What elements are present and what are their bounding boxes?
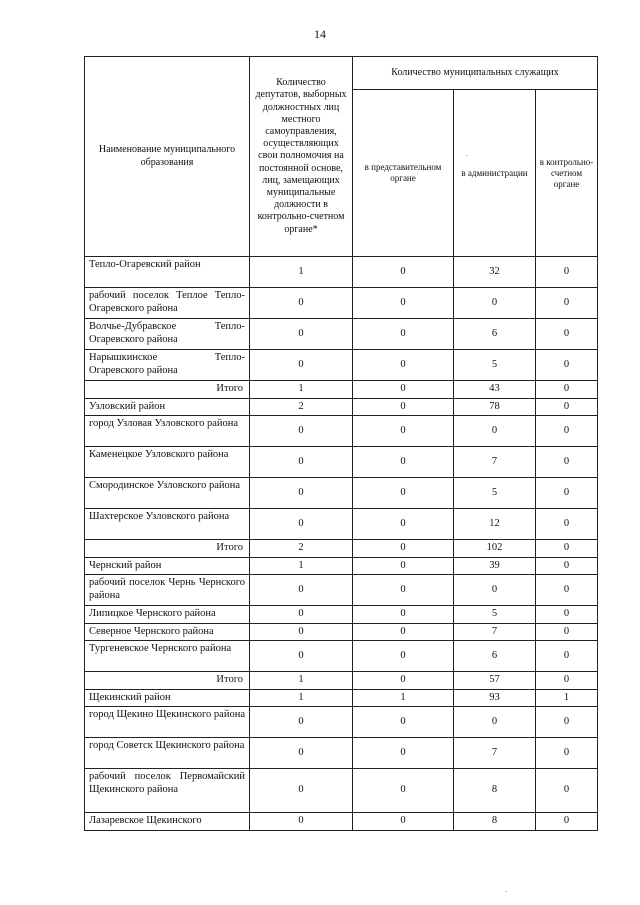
municipality-name: Чернский район: [85, 557, 250, 575]
deputies-count: 1: [250, 381, 353, 399]
deputies-count: 0: [250, 707, 353, 738]
deputies-count: 0: [250, 769, 353, 813]
control-body-count: 0: [536, 416, 598, 447]
deputies-count: 0: [250, 813, 353, 831]
table-row-total: [85, 381, 598, 399]
control-body-count: 0: [536, 319, 598, 350]
control-body-count: 0: [536, 350, 598, 381]
table-row: [85, 623, 598, 641]
representative-count: 0: [353, 769, 454, 813]
administration-count: 7: [454, 623, 536, 641]
table-row: [85, 478, 598, 509]
table-row: [85, 769, 598, 813]
municipality-name: город Советск Щекинского района: [85, 738, 250, 769]
table-row-total: [85, 672, 598, 690]
control-body-count: 0: [536, 447, 598, 478]
administration-count: 0: [454, 288, 536, 319]
deputies-count: 2: [250, 540, 353, 558]
municipality-name: Липицкое Чернского района: [85, 606, 250, 624]
table-body: [85, 257, 598, 831]
municipality-name: Тепло-Огаревский район: [85, 257, 250, 288]
municipality-name: Итого: [85, 540, 250, 558]
deputies-count: 0: [250, 478, 353, 509]
header-representative-body: в представительном органе: [353, 90, 454, 257]
municipal-staff-table: [84, 56, 598, 831]
deputies-count: 0: [250, 606, 353, 624]
control-body-count: 0: [536, 769, 598, 813]
deputies-count: 1: [250, 257, 353, 288]
deputies-count: 0: [250, 641, 353, 672]
control-body-count: 0: [536, 381, 598, 399]
municipality-name: рабочий поселок Первомайский Щекинского района: [85, 769, 250, 813]
administration-count: 6: [454, 641, 536, 672]
control-body-count: 0: [536, 672, 598, 690]
representative-count: 0: [353, 575, 454, 606]
table-row: [85, 813, 598, 831]
representative-count: 0: [353, 381, 454, 399]
control-body-count: 0: [536, 478, 598, 509]
administration-count: 78: [454, 398, 536, 416]
control-body-count: 0: [536, 398, 598, 416]
deputies-count: 0: [250, 319, 353, 350]
control-body-count: 0: [536, 557, 598, 575]
administration-count: 8: [454, 813, 536, 831]
control-body-count: 0: [536, 738, 598, 769]
administration-count: 5: [454, 478, 536, 509]
control-body-count: 1: [536, 689, 598, 707]
scan-mark: .: [466, 149, 468, 158]
scan-mark: .: [505, 885, 507, 894]
municipality-name: Смородинское Узловского района: [85, 478, 250, 509]
administration-count: 57: [454, 672, 536, 690]
control-body-count: 0: [536, 509, 598, 540]
table-row: [85, 641, 598, 672]
deputies-count: 0: [250, 575, 353, 606]
page-number: 14: [314, 27, 326, 41]
municipality-name: Щекинский район: [85, 689, 250, 707]
administration-count: 102: [454, 540, 536, 558]
administration-count: 5: [454, 350, 536, 381]
administration-count: 43: [454, 381, 536, 399]
representative-count: 0: [353, 416, 454, 447]
representative-count: 1: [353, 689, 454, 707]
municipality-name: Узловский район: [85, 398, 250, 416]
representative-count: 0: [353, 641, 454, 672]
table-row: [85, 288, 598, 319]
deputies-count: 0: [250, 509, 353, 540]
administration-count: 7: [454, 738, 536, 769]
administration-count: 12: [454, 509, 536, 540]
representative-count: 0: [353, 447, 454, 478]
control-body-count: 0: [536, 575, 598, 606]
representative-count: 0: [353, 540, 454, 558]
municipality-name: город Узловая Узловского района: [85, 416, 250, 447]
deputies-count: 0: [250, 416, 353, 447]
administration-count: 8: [454, 769, 536, 813]
municipality-name: Северное Чернского района: [85, 623, 250, 641]
administration-count: 0: [454, 416, 536, 447]
representative-count: 0: [353, 707, 454, 738]
municipality-name: рабочий поселок Теплое Тепло-Огаревского района: [85, 288, 250, 319]
representative-count: 0: [353, 509, 454, 540]
representative-count: 0: [353, 319, 454, 350]
table-row-total: [85, 540, 598, 558]
municipality-name: город Щекино Щекинского района: [85, 707, 250, 738]
representative-count: 0: [353, 813, 454, 831]
table-row: [85, 447, 598, 478]
header-municipal-servants: Количество муниципальных служащих: [353, 57, 598, 90]
municipality-name: Нарышкинское Тепло-Огаревского района: [85, 350, 250, 381]
administration-count: 39: [454, 557, 536, 575]
representative-count: 0: [353, 557, 454, 575]
control-body-count: 0: [536, 641, 598, 672]
table-row: [85, 689, 598, 707]
municipality-name: Лазаревское Щекинского: [85, 813, 250, 831]
municipality-name: Волчье-Дубравское Тепло-Огаревского района: [85, 319, 250, 350]
table-row: [85, 509, 598, 540]
control-body-count: 0: [536, 288, 598, 319]
table-row: [85, 350, 598, 381]
administration-count: 6: [454, 319, 536, 350]
table-row: [85, 319, 598, 350]
administration-count: 0: [454, 575, 536, 606]
representative-count: 0: [353, 478, 454, 509]
municipality-name: Итого: [85, 381, 250, 399]
table-row: [85, 575, 598, 606]
representative-count: 0: [353, 606, 454, 624]
deputies-count: 1: [250, 689, 353, 707]
control-body-count: 0: [536, 606, 598, 624]
table-row: [85, 257, 598, 288]
control-body-count: 0: [536, 623, 598, 641]
administration-count: 5: [454, 606, 536, 624]
representative-count: 0: [353, 398, 454, 416]
representative-count: 0: [353, 350, 454, 381]
municipality-name: Шахтерское Узловского района: [85, 509, 250, 540]
municipality-name: рабочий поселок Чернь Чернского района: [85, 575, 250, 606]
control-body-count: 0: [536, 813, 598, 831]
representative-count: 0: [353, 288, 454, 319]
table-row: [85, 557, 598, 575]
deputies-count: 0: [250, 350, 353, 381]
deputies-count: 0: [250, 288, 353, 319]
deputies-count: 2: [250, 398, 353, 416]
table-row: [85, 738, 598, 769]
control-body-count: 0: [536, 257, 598, 288]
deputies-count: 0: [250, 738, 353, 769]
deputies-count: 1: [250, 672, 353, 690]
municipality-name: Итого: [85, 672, 250, 690]
administration-count: 0: [454, 707, 536, 738]
representative-count: 0: [353, 672, 454, 690]
table-row: [85, 606, 598, 624]
administration-count: 7: [454, 447, 536, 478]
header-control-body: в контрольно-счетном органе: [536, 90, 598, 257]
deputies-count: 1: [250, 557, 353, 575]
representative-count: 0: [353, 738, 454, 769]
deputies-count: 0: [250, 447, 353, 478]
municipality-name: Каменецкое Узловского района: [85, 447, 250, 478]
municipality-name: Тургеневское Чернского района: [85, 641, 250, 672]
representative-count: 0: [353, 623, 454, 641]
table-row: [85, 707, 598, 738]
table-row: [85, 398, 598, 416]
control-body-count: 0: [536, 707, 598, 738]
representative-count: 0: [353, 257, 454, 288]
table-row: [85, 416, 598, 447]
control-body-count: 0: [536, 540, 598, 558]
header-deputies: Количество депутатов, выборных должностных лиц местного самоуправления, осуществляющих свои полномочия на постоянной основе, лиц, замещающих муниципальные должности в контрольно-счетном органе*: [250, 57, 353, 257]
header-administration: в администрации: [454, 90, 536, 257]
deputies-count: 0: [250, 623, 353, 641]
administration-count: 32: [454, 257, 536, 288]
header-municipality: Наименование муниципального образования: [85, 57, 250, 257]
administration-count: 93: [454, 689, 536, 707]
